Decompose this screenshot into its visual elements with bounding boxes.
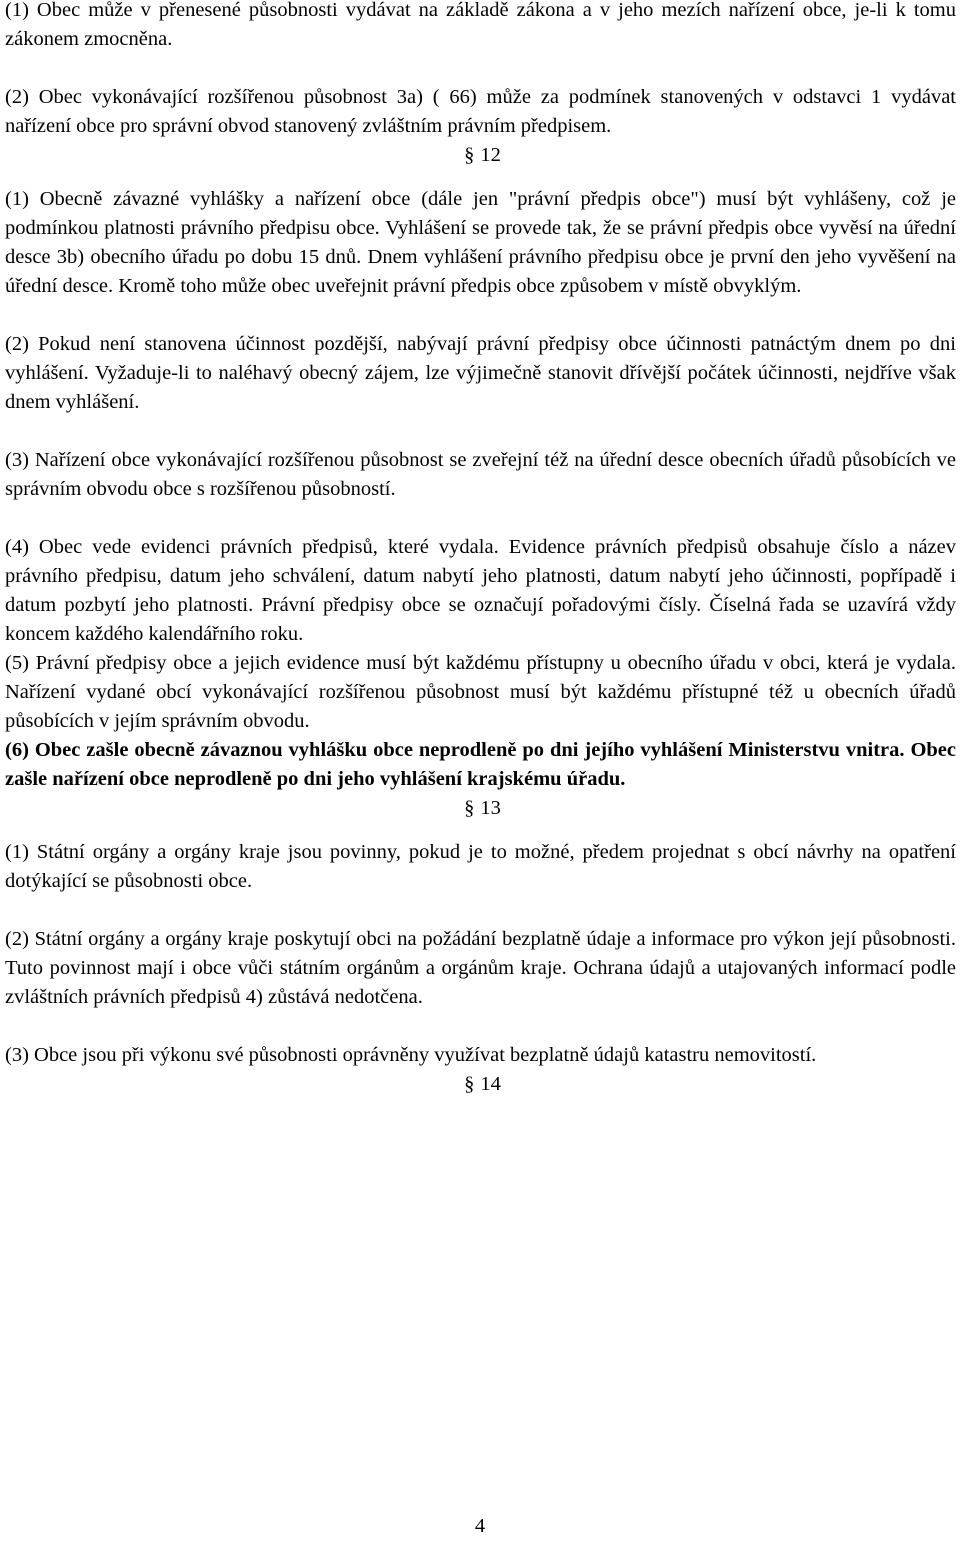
paragraph-13-3: (3) Obce jsou při výkonu své působnosti oprávněny využívat bezplatně údajů katastru nemovitostí.: [5, 1044, 817, 1066]
paragraph-13-2: (2) Státní orgány a orgány kraje poskytují obci na požádání bezplatně údaje a informace pro výkon její působnosti. Tuto povinnost mají i obce vůči státním orgánům a orgánům kraje. Ochrana údajů a utajovaných informací podle zvláštních právních předpisů 4) zůstává nedotčena.: [5, 928, 956, 1008]
section-symbol: §: [464, 797, 475, 819]
paragraph-11-1: (1) Obec může v přenesené působnosti vydávat na základě zákona a v jeho mezích nařízení obce, je-li k tomu zákonem zmocněna.: [5, 0, 956, 50]
paragraph-12-6-text: (6) Obec zašle obecně závaznou vyhlášku obce neprodleně po dni jejího vyhlášení Ministerstvu vnitra. Obec zašle nařízení obce neprodleně po dni jeho vyhlášení krajskému úřadu.: [5, 739, 956, 790]
paragraph-12-1: (1) Obecně závazné vyhlášky a nařízení obce (dále jen "právní předpis obce") musí být vyhlášeny, což je podmínkou platnosti právního předpisu obce. Vyhlášení se provede tak, že se právní předpis obce vyvěsí na úřední desce 3b) obecního úřadu po dobu 15 dnů. Dnem vyhlášení právního předpisu obce je první den jeho vyvěšení na úřední desce. Kromě toho může obec uveřejnit právní předpis obce způsobem v místě obvyklým.: [5, 188, 956, 297]
document-page: [5, 0, 956, 1099]
paragraph-11-2: (2) Obec vykonávající rozšířenou působnost 3a) ( 66) může za podmínek stanovených v odstavci 1 vydávat nařízení obce pro správní obvod stanovený zvláštním právním předpisem.: [5, 86, 956, 137]
section-13-heading: [5, 794, 956, 823]
paragraph-12-3: (3) Nařízení obce vykonávající rozšířenou působnost se zveřejní též na úřední desce obecních úřadů působících ve správním obvodu obce s rozšířenou působností.: [5, 449, 956, 500]
paragraph-12-2: (2) Pokud není stanovena účinnost pozdější, nabývají právní předpisy obce účinnosti patnáctým dnem po dni vyhlášení. Vyžaduje-li to naléhavý obecný zájem, lze výjimečně stanovit dřívější počátek účinnosti, nejdříve však dnem vyhlášení.: [5, 333, 956, 413]
section-12-heading: [5, 141, 956, 170]
paragraph-12-4: (4) Obec vede evidenci právních předpisů, které vydala. Evidence právních předpisů obsahuje číslo a název právního předpisu, datum jeho schválení, datum nabytí jeho platnosti, datum nabytí jeho účinnosti, popřípadě i datum pozbytí jeho platnosti. Právní předpisy obce se označují pořadovými čísly. Číselná řada se uzavírá vždy koncem každého kalendářního roku.: [5, 536, 956, 645]
section-symbol: §: [464, 144, 475, 166]
section-number: 12: [480, 144, 501, 166]
section-number: 14: [480, 1073, 501, 1095]
paragraph-13-1: (1) Státní orgány a orgány kraje jsou povinny, pokud je to možné, předem projednat s obcí návrhy na opatření dotýkající se působnosti obce.: [5, 841, 956, 892]
section-number: 13: [480, 797, 501, 819]
section-14-heading: [5, 1070, 956, 1099]
paragraph-12-6: [5, 736, 956, 794]
section-symbol: §: [464, 1073, 475, 1095]
paragraph-12-5: (5) Právní předpisy obce a jejich evidence musí být každému přístupny u obecního úřadu v obci, která je vydala. Nařízení vydané obcí vykonávající rozšířenou působnost musí být každému přístupné též u obecních úřadů působících v jejím správním obvodu.: [5, 652, 956, 732]
page-number: 4: [474, 1515, 486, 1537]
